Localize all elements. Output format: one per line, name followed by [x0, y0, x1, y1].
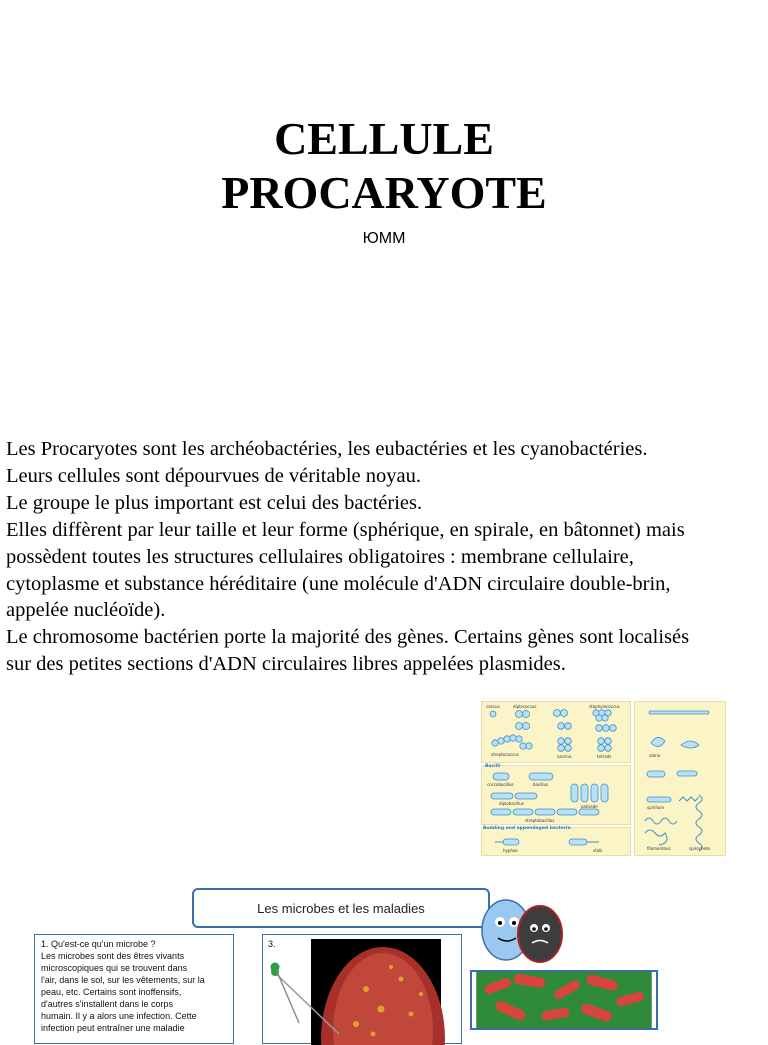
body-line: Les Procaryotes sont les archéobactéries, les eubactéries et les cyanobactéries.: [6, 438, 648, 460]
filamentous-shape: [645, 830, 667, 845]
q1-line: microscopiques qui se trouvent dans: [41, 963, 188, 973]
label-coccobacillus: coccobacillus: [487, 782, 514, 787]
body-line: Leurs cellules sont dépourvues de véritable noyau.: [6, 464, 421, 487]
bacillus-shape: [529, 773, 553, 780]
label-staphylococcus: staphylococcus: [589, 704, 620, 709]
label-streptobacillus: streptobacillus: [525, 818, 555, 823]
worksheet-title: Les microbes et les maladies: [192, 888, 490, 928]
body-line: cytoplasme et substance héréditaire (une molécule d'ADN circulaire double-brin,: [6, 572, 671, 595]
label-spirochete: spirochete: [689, 846, 710, 851]
streptobacillus-shape: [491, 809, 511, 815]
body-line: Le chromosome bactérien porte la majorité des gènes. Certains gènes sont localisés: [6, 626, 690, 649]
q1-line: d'autres s'installent dans le corps: [41, 999, 174, 1009]
hyphae-shape: [503, 839, 519, 845]
coccobacillus-shape: [493, 773, 509, 780]
label-stalk: stalk: [593, 848, 603, 853]
label-sarcina: sarcina: [557, 754, 572, 759]
body-paragraph: [6, 436, 766, 678]
body-line: possèdent toutes les structures cellulaires obligatoires : membrane cellulaire,: [6, 545, 634, 568]
label-hyphae: hyphae: [503, 848, 518, 853]
label-streptococcus: streptococcus: [491, 752, 519, 757]
title-line-1: CELLULE: [274, 113, 494, 164]
diplococcus-shape: [516, 711, 523, 718]
body-line: sur des petites sections d'ADN circulaires libres appelées plasmides.: [6, 653, 566, 676]
label-diplococcus: diplococcus: [513, 704, 537, 709]
author-subtitle: ЮММ: [362, 230, 406, 247]
section-budding: Budding and appendaged bacteria: [483, 826, 571, 831]
diplobacillus-shape: [491, 793, 513, 799]
q1-line: humain. Il y a alors une infection. Cette: [41, 1011, 197, 1021]
bacteria-photo: [470, 970, 658, 1030]
q1-line: infection peut entraîner une maladie: [41, 1023, 185, 1033]
spirochete-shape: [696, 795, 702, 851]
pin-icon: [265, 957, 305, 1027]
microbe-cartoon: [476, 888, 571, 968]
q1-line: 1. Qu'est-ce qu'un microbe ?: [41, 939, 156, 949]
microbe-micrograph: [311, 939, 441, 1045]
question-1-box: [34, 934, 234, 1044]
q1-line: l'air, dans le sol, sur les vêtements, sur la: [41, 975, 205, 985]
palisade-shape: [571, 784, 578, 802]
question-3-box: [262, 934, 462, 1044]
page-title: [0, 112, 768, 220]
label-vibrio: vibrio: [649, 753, 661, 758]
label-bacillus: bacillus: [533, 782, 549, 787]
body-line: appelée nucléoïde).: [6, 599, 166, 622]
q1-line: Les microbes sont des êtres vivants: [41, 951, 185, 961]
tetrads-shape: [598, 738, 605, 745]
filament-shape: [649, 711, 709, 714]
label-palisade: palisade: [581, 804, 598, 809]
stalk-shape: [569, 839, 587, 845]
sarcina-shape: [558, 738, 565, 745]
microbes-worksheet: [0, 884, 768, 1033]
body-line: Elles diffèrent par leur taille et leur forme (sphérique, en spirale, en bâtonnet) mais: [6, 518, 685, 541]
label-filamentous: filamentous: [647, 846, 671, 851]
q3-label: 3.: [268, 939, 276, 949]
bacteria-shapes-drawing: [481, 701, 726, 856]
bacteria-shapes-figure: [481, 701, 726, 856]
diplococcus-shape: [554, 710, 561, 717]
vibrio-shape: [651, 737, 665, 746]
section-bacilli: Bacilli: [485, 764, 501, 769]
label-spirillum: spirillum: [647, 805, 665, 810]
label-coccus: coccus: [486, 704, 500, 709]
q1-line: peau, etc. Certains sont inoffensifs,: [41, 987, 182, 997]
label-tetrads: tetrads: [597, 754, 612, 759]
title-line-2: PROCARYOTE: [221, 167, 547, 218]
coccus-shape: [490, 711, 496, 717]
streptococcus-shape: [492, 740, 498, 746]
body-line: Le groupe le plus important est celui des bactéries.: [6, 491, 423, 514]
label-diplobacillus: diplobacillus: [499, 801, 524, 806]
spirillum-shape: [645, 818, 677, 824]
